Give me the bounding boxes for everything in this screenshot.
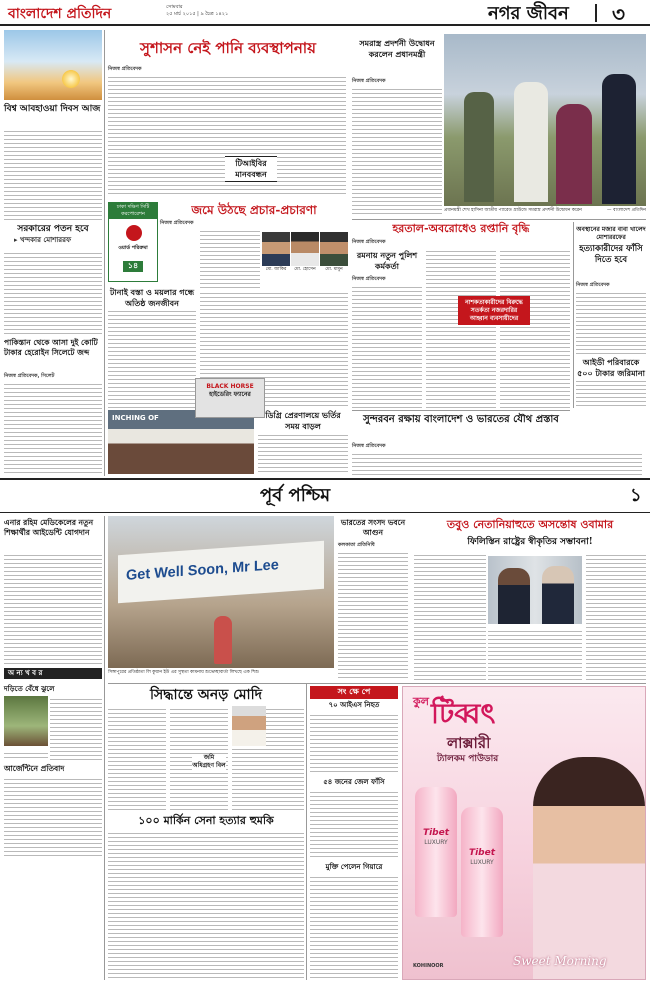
india-fire-byline: কলকাতা প্রতিনিধি <box>338 542 375 548</box>
officer-figure-3 <box>602 74 636 204</box>
govt-fall-byline: ▸ খন্দকার মোশাররফ <box>14 236 72 244</box>
sundarban-body <box>352 451 642 475</box>
doctor-body <box>4 552 102 664</box>
others-item1-body2 <box>4 750 48 760</box>
drug-headline: পাকিস্তান থেকে আসা দুই কোটি টাকার হেরোইন সিলেটে জব্দ <box>4 338 98 358</box>
paper-logo: বাংলাদেশ প্রতিদিন <box>8 6 112 22</box>
masthead <box>0 0 650 26</box>
ad-brand-name: টিব্বৎ <box>431 697 496 730</box>
candidate-name-2: মো. হোসেন <box>291 267 319 273</box>
hartal-headline: হরতাল-অবরোধেও রপ্তানি বৃদ্ধি <box>392 222 530 235</box>
child-figure <box>214 616 232 664</box>
lee-banner-text: Get Well Soon, Mr Lee <box>126 557 279 584</box>
officer-figure-1 <box>464 92 494 202</box>
candidate-photo-3 <box>320 232 348 266</box>
seminar-photo <box>108 410 254 474</box>
weather-photo <box>4 30 102 100</box>
lead-byline: নিজস্ব প্রতিবেদক <box>108 66 142 72</box>
sundarban-byline: নিজস্ব প্রতিবেদক <box>352 443 386 449</box>
netanyahu-figure <box>542 566 574 624</box>
water-day-headline: বিশ্ব আবহাওয়া দিবস আজ <box>4 104 101 114</box>
hartal-body-right <box>500 248 570 408</box>
pm-body <box>352 86 442 216</box>
others-item1-headline: দড়িতে বেঁধে ঝুলে <box>4 684 55 693</box>
pm-bottom-rule <box>352 219 646 220</box>
threat-headline: ১০০ মার্কিন সেনা হত্যার হুমকি <box>138 814 274 827</box>
obama-figure <box>498 568 530 624</box>
talc-bottle-2 <box>461 807 503 937</box>
obama-body-left <box>414 552 486 680</box>
sun-icon <box>62 70 80 88</box>
bottle-label-brand-2: Tibet <box>468 848 496 858</box>
pm-byline: নিজস্ব প্রতিবেদক <box>352 78 386 84</box>
india-fire-headline: ভারতের সংসদ ভবনে আগুন <box>340 518 406 538</box>
ad-maker-logo: KOHINOOR <box>413 963 444 969</box>
talc-bottle-1 <box>415 787 457 917</box>
sundarban-headline: সুন্দরবন রক্ষায় বাংলাদেশ ও ভারতের যৌথ প্রস্তাব <box>363 414 559 425</box>
ward-badge-title: ঢাকা দক্ষিণ সিটি করপোরেশন <box>109 203 157 219</box>
others-item1-body <box>50 696 102 760</box>
ward-badge <box>108 202 158 282</box>
lead-callout: টিআইবির মানববন্ধন <box>225 156 277 182</box>
obama-photo <box>488 556 582 624</box>
fine-headline: আইডী পরিবারকে ৫০০ টাকার জরিমানা <box>577 357 645 378</box>
doctor-headline: এনার রহিম মেডিকেলের নতুন শিক্ষার্থীর আইডেন্টি যোগদান <box>4 518 94 538</box>
obama-subheadline: ফিলিস্তিন রাষ্ট্রের স্বীকৃতির সম্ভাবনা! <box>467 537 593 547</box>
candidate-name-3: মো. মামুন <box>320 267 348 273</box>
modi-body-left <box>108 706 166 810</box>
right-col-divider <box>573 222 574 408</box>
candidate-name-1: মো. জাকির <box>262 267 290 273</box>
brief-item2-headline: ৫৪ জনের জেল ফাঁসি <box>323 777 385 786</box>
candidate-photo-1 <box>262 232 290 266</box>
pm-headline: সমরাস্ত্র প্রদর্শনী উদ্বোধন করলেন প্রধানমন্ত্রী <box>359 38 435 59</box>
others-item1-photo <box>4 696 48 746</box>
brief-item3-body <box>310 874 398 980</box>
drug-body <box>4 381 102 473</box>
officer-figure-2 <box>514 82 548 202</box>
tibet-ad <box>402 686 646 980</box>
ad-tagline: Sweet Morning <box>513 954 607 968</box>
modi-top-rule <box>108 683 646 684</box>
section-rule <box>0 478 650 480</box>
pm-photo-credit: — বাংলাদেশ প্রতিদিন <box>590 208 646 214</box>
modi-subheadline: জমি অধিগ্রহণ বিল <box>192 754 226 770</box>
campaign-subheadline: টানাই বস্তা ও ময়লার গন্ধে অতিষ্ঠ জনজীবন <box>109 287 195 308</box>
bottle-label-brand: Tibet <box>422 828 450 838</box>
col-divider <box>104 30 105 476</box>
bottle-label-line-2: LUXURY <box>470 859 494 867</box>
date-full: ২৫ মার্চ ২০১৫ | ৯ চৈত্র ১৪২১ <box>166 10 229 17</box>
others-tag: অ ন্য খ ব র <box>4 668 102 679</box>
brief-item1-headline: ৭০ আইএস নিহত <box>328 700 380 709</box>
campaign-left-body <box>108 308 196 408</box>
khaled-kicker: অবস্থানের মজার বাবা খালেদ মোশাররফের <box>576 226 646 242</box>
hartal-body-left <box>426 248 496 408</box>
seminar-photo-2 <box>195 378 265 418</box>
hartal-callout-box: নাশকতাকারীদের বিরুদ্ধে সতর্কতা নজরদারির আহ্বান ব্যবসায়ীদের <box>458 296 530 325</box>
candidate-photo-2 <box>291 232 319 266</box>
brief-tag: সং ক্ষে পে <box>310 686 398 699</box>
pm-photo-caption: প্রধানমন্ত্রী শেখ হাসিনা জাতীয় প্যারেড গ্রাউন্ডে সমরাস্ত্র প্রদর্শনী উদ্বোধন করেন <box>444 208 584 214</box>
campaign-headline: জমে উঠছে প্রচার-প্রচারণা <box>191 203 317 217</box>
fine-body <box>576 378 646 408</box>
pm-figure <box>556 104 592 204</box>
khaled-body <box>576 290 646 355</box>
obama-body-right <box>586 552 646 680</box>
modi-headline: সিদ্ধান্তে অনড় মোদি <box>150 687 262 703</box>
section-rule-bottom <box>0 512 650 513</box>
seminar-banner-brand: BLACK HORSE <box>206 383 254 390</box>
purbo-page-number: ১ <box>630 485 642 506</box>
hartal-byline: নিজস্ব প্রতিবেদক <box>352 239 386 245</box>
ad-product-sub: ট্যালকম পাউডার <box>437 754 499 764</box>
others-item2-headline: আর্জেন্টিনে প্রতিবাদ <box>4 764 65 773</box>
purbo-section-title: পূর্ব পশ্চিম <box>260 485 331 506</box>
india-fire-body <box>338 550 408 678</box>
diploma-headline: ডিগ্রি প্রেরণালয়ে ভর্তির সময় বাড়ল <box>265 410 341 431</box>
others-item2-body <box>4 776 102 856</box>
bottle-label-line: LUXURY <box>424 839 448 847</box>
seminar-banner-text: INCHING OF <box>112 414 159 422</box>
police-byline: নিজস্ব প্রতিবেদক <box>352 276 386 282</box>
govt-fall-body <box>4 250 102 335</box>
drug-byline: নিজস্ব প্রতিবেদক, সিলেট <box>4 373 55 379</box>
ad-brand-kicker: কুল <box>413 695 429 708</box>
lee-photo <box>108 516 334 668</box>
page-number: ৩ <box>612 2 626 26</box>
bottom-col-divider <box>104 516 105 980</box>
diploma-body <box>258 432 348 474</box>
brief-item2-body <box>310 789 398 859</box>
campaign-mid-body <box>200 228 260 288</box>
campaign-byline: নিজস্ব প্রতিবেদক <box>160 220 194 226</box>
obama-body-mid <box>488 628 582 680</box>
modi-photo <box>232 706 266 746</box>
seminar-banner-sub: হাইডেরিং ফ্যানের <box>209 391 251 399</box>
date-day: সোমবার <box>166 4 183 10</box>
section-divider <box>595 4 597 22</box>
lead-headline: সুশাসন নেই পানি ব্যবস্থাপনায় <box>140 39 316 57</box>
sundarban-top-rule <box>352 410 570 411</box>
ad-model <box>533 757 645 979</box>
brief-item1-body <box>310 712 398 774</box>
section-title: নগর জীবন <box>488 3 569 24</box>
ad-product-name: লাক্সারী <box>447 734 491 752</box>
ward-badge-number: ১৪ <box>123 261 143 272</box>
police-headline: রমনায় নতুন পুলিশ কর্মকর্তা <box>356 250 418 271</box>
brief-item3-headline: মুক্তি পেলেন গিয়ারে <box>325 862 383 871</box>
pm-photo <box>444 34 646 206</box>
date-block <box>166 4 228 18</box>
ward-badge-sub: ওয়ার্ড পরিক্রমা <box>118 245 148 251</box>
police-body <box>352 284 422 409</box>
threat-body <box>108 830 304 980</box>
khaled-byline: নিজস্ব প্রতিবেদক <box>576 282 610 288</box>
brief-divider <box>306 684 307 980</box>
khaled-headline: হত্যাকারীদের ফাঁসি দিতে হবে <box>579 244 643 266</box>
govt-fall-headline: সরকারের পতন হবে <box>17 224 89 234</box>
ward-badge-emblem <box>126 225 142 241</box>
water-day-body <box>4 128 102 220</box>
obama-headline: তবুও নেতানিয়াহুতে অসন্তোষ ওবামার <box>446 518 614 531</box>
lee-photo-caption: সিঙ্গাপুরের প্রতিষ্ঠাতা লি কুয়ান ইউ এর সুস্থতা কামনায় শুভেচ্ছাবার্তা লিখছে এক শিশু <box>108 670 334 676</box>
